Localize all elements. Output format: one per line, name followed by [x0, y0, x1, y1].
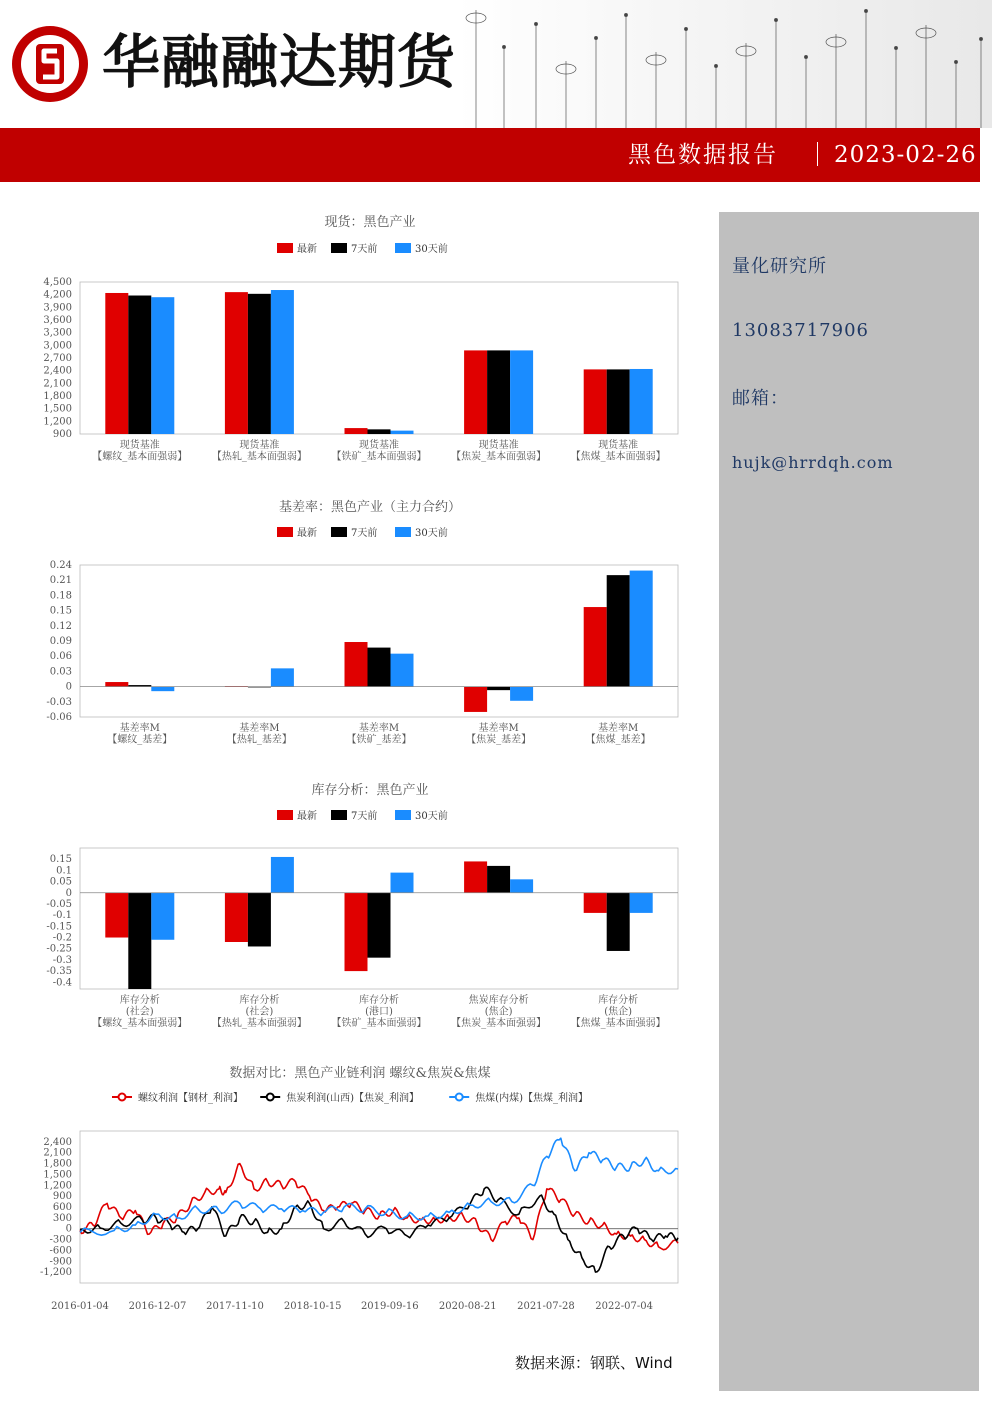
bar: [128, 296, 151, 434]
legend-marker: [119, 1094, 126, 1101]
legend-swatch: [277, 243, 293, 253]
bar: [151, 893, 174, 940]
bar: [368, 893, 391, 958]
bar: [225, 893, 248, 942]
x-category-label: 【铁矿_基本面强弱】: [331, 451, 427, 463]
y-tick-label: 3,300: [43, 327, 72, 339]
y-tick-label: 900: [52, 429, 72, 440]
bar: [584, 607, 607, 687]
y-tick-label: 300: [52, 1212, 72, 1224]
y-tick-label: 0: [65, 681, 72, 693]
bar: [271, 668, 294, 686]
bar: [391, 431, 414, 434]
y-tick-label: 0: [65, 887, 72, 899]
y-tick-label: 0.12: [49, 620, 72, 632]
bar: [464, 687, 487, 712]
y-tick-label: 1,800: [43, 1158, 72, 1170]
bar: [151, 687, 174, 692]
bar: [105, 293, 128, 434]
x-category-label: 【焦煤_基差】: [585, 734, 651, 746]
bar: [510, 879, 533, 892]
bar: [584, 893, 607, 913]
brand-name: 华融融达期货: [102, 28, 457, 96]
y-tick-label: 1,500: [43, 403, 72, 415]
bar: [345, 893, 368, 971]
y-tick-label: 1,200: [43, 1180, 72, 1192]
legend-label: 焦炭利润(山西)【焦炭_利润】: [286, 1093, 420, 1104]
legend-swatch: [331, 810, 347, 820]
y-tick-label: 0.03: [49, 666, 72, 678]
y-tick-label: -0.4: [52, 977, 72, 989]
x-tick-label: 2016-01-04: [51, 1301, 109, 1312]
y-tick-label: 2,100: [43, 1147, 72, 1159]
company-logo: [10, 24, 90, 104]
y-tick-label: 0.24: [49, 560, 72, 571]
x-category-label: (港口): [365, 1006, 393, 1018]
title-separator: [817, 142, 818, 166]
x-category-label: 库存分析: [359, 995, 399, 1006]
x-category-label: 【螺纹_基差】: [107, 734, 173, 746]
y-tick-label: 0.1: [56, 865, 72, 877]
x-category-label: 基差率M: [239, 723, 280, 734]
x-tick-label: 2019-09-16: [360, 1301, 419, 1312]
y-tick-label: 0: [65, 1223, 72, 1235]
x-category-label: 【铁矿_基本面强弱】: [331, 1018, 427, 1029]
x-tick-label: 2022-07-04: [595, 1301, 653, 1312]
x-category-label: 【焦煤_基本面强弱】: [570, 451, 666, 463]
y-tick-label: -900: [49, 1256, 72, 1268]
y-tick-label: 3,000: [43, 340, 72, 352]
x-category-label: (焦企): [604, 1006, 633, 1018]
bar: [391, 654, 414, 687]
x-category-label: 焦炭库存分析: [468, 995, 529, 1006]
x-category-label: (焦企): [484, 1006, 513, 1018]
chart-title: 库存分析：黑色产业: [311, 783, 429, 798]
legend-swatch: [395, 527, 411, 537]
bar: [271, 290, 294, 434]
bar: [151, 297, 174, 434]
bar: [368, 429, 391, 434]
x-tick-label: 2020-08-21: [438, 1301, 497, 1312]
y-tick-label: 0.15: [49, 605, 72, 617]
x-category-label: 基差率M: [598, 723, 639, 734]
legend-label: 30天前: [415, 244, 448, 255]
bar: [510, 687, 533, 701]
x-tick-label: 2021-07-28: [517, 1301, 575, 1312]
bar: [487, 350, 510, 434]
x-category-label: 【焦炭_基本面强弱】: [451, 451, 547, 463]
profit-comparison-chart: [40, 1055, 700, 1330]
x-category-label: 库存分析: [119, 995, 160, 1006]
bar: [128, 893, 151, 989]
y-tick-label: 1,800: [43, 391, 72, 402]
x-category-label: (社会): [245, 1006, 274, 1018]
legend-label: 螺纹利润【钢材_利润】: [138, 1093, 243, 1104]
spot-price-chart-svg: [40, 205, 700, 485]
y-tick-label: 4,500: [43, 277, 72, 288]
chart-title: 现货：黑色产业: [324, 215, 416, 230]
x-category-label: 【焦煤_基本面强弱】: [570, 1018, 666, 1029]
bar: [248, 893, 271, 947]
y-tick-label: 3,600: [43, 315, 72, 326]
y-tick-label: -0.06: [46, 712, 72, 723]
bar: [584, 369, 607, 434]
bar: [607, 369, 630, 434]
bar: [630, 571, 653, 687]
series-line: [80, 1187, 678, 1272]
series-line: [80, 1138, 678, 1235]
chart-title: 数据对比：黑色产业链利润 螺纹&焦炭&焦煤: [229, 1066, 491, 1081]
legend-label: 30天前: [415, 811, 448, 822]
profit-comparison-chart-svg: [40, 1055, 700, 1330]
basis-rate-chart-svg: [40, 490, 700, 765]
series-line: [80, 1164, 678, 1250]
x-category-label: 现货基准: [478, 440, 519, 451]
bar: [271, 857, 294, 893]
legend-label: 7天前: [351, 811, 378, 822]
x-category-label: 库存分析: [598, 995, 639, 1006]
legend-swatch: [395, 243, 411, 253]
report-title: 黑色数据报告: [628, 142, 778, 168]
y-tick-label: 600: [52, 1202, 72, 1213]
y-tick-label: -0.3: [52, 954, 72, 966]
bar: [487, 866, 510, 893]
y-tick-label: -0.03: [46, 696, 72, 708]
y-tick-label: -600: [49, 1245, 72, 1257]
y-tick-label: -0.05: [46, 898, 72, 910]
y-tick-label: -1,200: [40, 1267, 72, 1279]
x-category-label: 基差率M: [478, 723, 519, 734]
y-tick-label: 4,200: [43, 289, 72, 301]
y-tick-label: 2,400: [43, 365, 72, 377]
bar: [368, 648, 391, 687]
email-label: 邮箱：: [732, 388, 789, 409]
bar: [105, 893, 128, 938]
x-category-label: 【铁矿_基差】: [346, 734, 412, 746]
bar: [607, 575, 630, 686]
legend-marker: [456, 1094, 463, 1101]
y-tick-label: 0.21: [49, 575, 72, 587]
x-category-label: 基差率M: [119, 723, 160, 734]
y-tick-label: 900: [52, 1191, 72, 1203]
bar: [510, 350, 533, 434]
legend-label: 最新: [297, 244, 317, 255]
bar: [391, 873, 414, 893]
y-tick-label: 1,200: [43, 416, 72, 428]
x-category-label: 【热轧_基本面强弱】: [211, 451, 307, 463]
legend-label: 7天前: [351, 244, 378, 255]
x-category-label: 现货基准: [598, 440, 639, 451]
x-category-label: 现货基准: [359, 440, 399, 451]
bar: [105, 682, 128, 687]
bar: [345, 642, 368, 687]
y-tick-label: 0.18: [49, 590, 72, 602]
y-tick-label: 2,400: [43, 1136, 72, 1148]
bar: [225, 292, 248, 434]
y-tick-label: -300: [49, 1234, 72, 1246]
institute-name: 量化研究所: [732, 256, 827, 277]
x-category-label: 基差率M: [358, 723, 400, 734]
x-category-label: 【焦炭_基差】: [466, 734, 532, 746]
legend-swatch: [277, 810, 293, 820]
legend-swatch: [331, 527, 347, 537]
contact-sidebar: [719, 212, 979, 1391]
x-category-label: 现货基准: [239, 440, 280, 451]
x-category-label: (社会): [125, 1006, 154, 1018]
legend-label: 最新: [297, 811, 317, 822]
legend-marker: [267, 1094, 274, 1101]
bar: [464, 861, 487, 892]
x-category-label: 现货基准: [119, 440, 160, 451]
chart-title: 基差率：黑色产业（主力合约）: [278, 500, 462, 515]
legend-swatch: [277, 527, 293, 537]
bar: [630, 369, 653, 434]
x-category-label: 【热轧_基本面强弱】: [211, 1018, 307, 1029]
bar: [345, 428, 368, 434]
legend-label: 7天前: [351, 528, 378, 539]
basis-rate-chart: [40, 490, 700, 765]
bar: [464, 350, 487, 434]
bar: [248, 294, 271, 434]
y-tick-label: 0.06: [49, 651, 72, 663]
data-source-note: 数据来源：钢联、Wind: [515, 1354, 673, 1372]
bar: [487, 687, 510, 691]
x-category-label: 【螺纹_基本面强弱】: [92, 451, 188, 463]
title-bar: [0, 128, 980, 182]
decorative-pattern: [456, 0, 992, 128]
y-tick-label: -0.25: [46, 943, 72, 955]
y-tick-label: 0.15: [49, 854, 72, 866]
legend-label: 最新: [297, 528, 317, 539]
y-tick-label: 0.09: [49, 636, 72, 647]
email-address[interactable]: hujk@hrrdqh.com: [732, 453, 894, 472]
x-category-label: 【螺纹_基本面强弱】: [92, 1018, 188, 1029]
bar: [630, 893, 653, 913]
legend-swatch: [395, 810, 411, 820]
y-tick-label: 0.05: [49, 876, 72, 888]
y-tick-label: 2,700: [43, 353, 72, 364]
legend-swatch: [331, 243, 347, 253]
y-tick-label: -0.1: [52, 910, 72, 922]
x-tick-label: 2016-12-07: [128, 1301, 187, 1312]
spot-price-chart: [40, 205, 700, 485]
y-tick-label: 3,900: [43, 302, 72, 314]
y-tick-label: -0.15: [46, 921, 72, 933]
legend-label: 焦煤(内煤)【焦煤_利润】: [475, 1093, 589, 1104]
x-category-label: 【热轧_基差】: [226, 734, 292, 746]
x-category-label: 【焦炭_基本面强弱】: [451, 1018, 547, 1029]
report-header: [0, 0, 992, 182]
y-tick-label: 2,100: [43, 378, 72, 390]
legend-label: 30天前: [415, 528, 448, 539]
report-date: 2023-02-26: [834, 142, 977, 168]
x-tick-label: 2018-10-15: [283, 1301, 342, 1312]
y-tick-label: -0.2: [52, 932, 72, 944]
inventory-chart-svg: [40, 773, 700, 1048]
phone-number: 13083717906: [732, 320, 869, 341]
x-category-label: 库存分析: [239, 995, 280, 1006]
inventory-chart: [40, 773, 700, 1048]
x-tick-label: 2017-11-10: [206, 1301, 264, 1312]
y-tick-label: -0.35: [46, 966, 72, 978]
y-tick-label: 1,500: [43, 1169, 72, 1181]
bar: [607, 893, 630, 951]
